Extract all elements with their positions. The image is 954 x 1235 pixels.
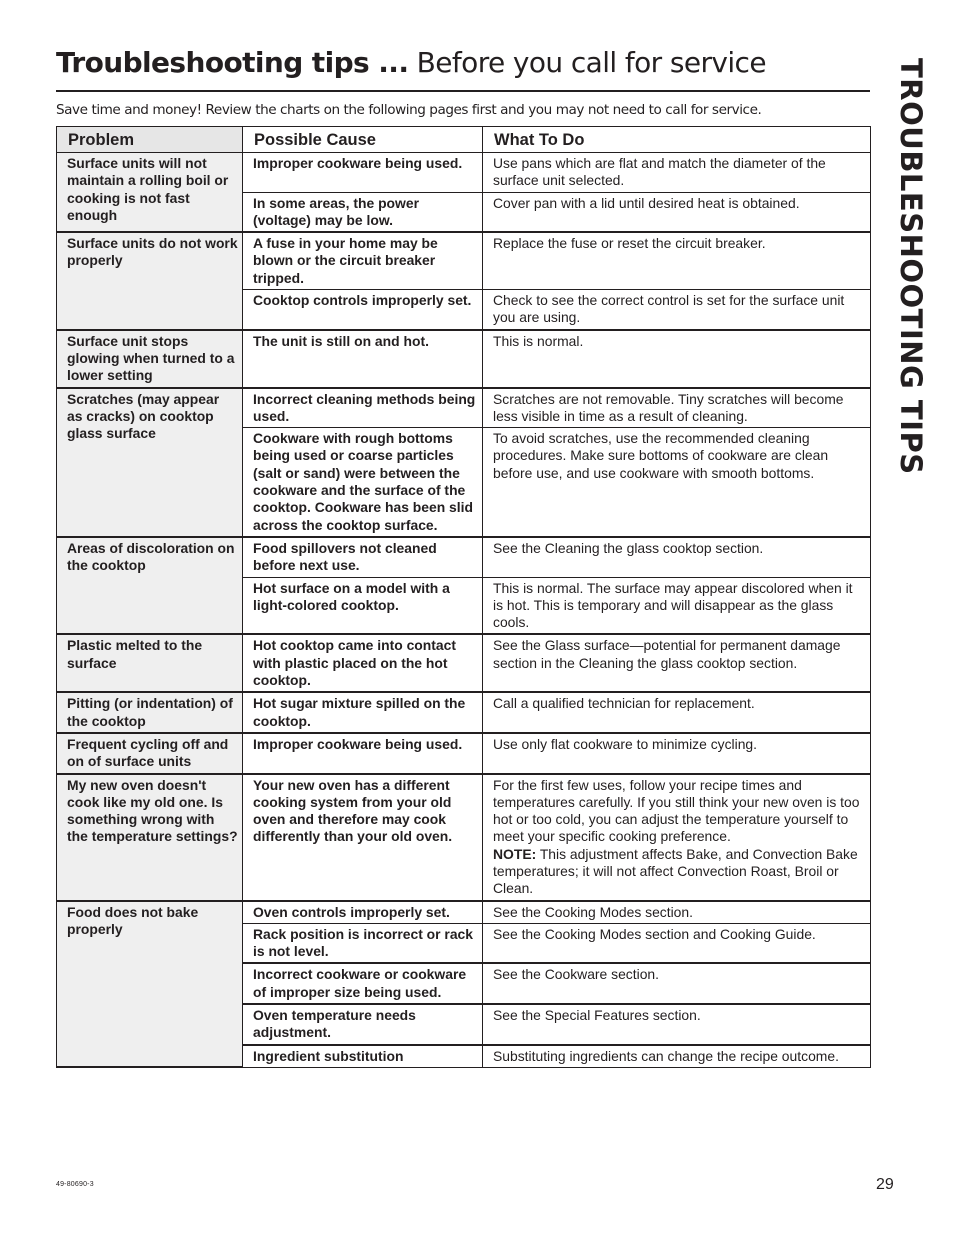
fix-cell: See the Glass surface—potential for permanent damage section in the Cleaning the glass cooktop section. bbox=[483, 634, 871, 692]
problem-cell: Surface units will not maintain a rolling boil or cooking is not fast enough bbox=[57, 153, 243, 233]
fix-cell: To avoid scratches, use the recommended cleaning procedures. Make sure bottoms of cookware are clean before use, and use cookware with smooth bottoms. bbox=[483, 428, 871, 537]
column-header-problem: Problem bbox=[57, 127, 243, 153]
fix-cell: Use only flat cookware to minimize cycling. bbox=[483, 733, 871, 774]
problem-cell: Surface unit stops glowing when turned to a lower setting bbox=[57, 330, 243, 388]
problem-cell: Areas of discoloration on the cooktop bbox=[57, 537, 243, 634]
cause-cell: Cookware with rough bottoms being used or coarse particles (salt or sand) were between the cookware and the surface of the cooktop. Cookware has been slid across the cooktop surface. bbox=[243, 428, 483, 537]
cause-cell: Oven temperature needs adjustment. bbox=[243, 1004, 483, 1045]
side-tab-label: TROUBLESHOOTING TIPS bbox=[894, 58, 928, 475]
document-number: 49-80690-3 bbox=[56, 1181, 94, 1188]
cause-cell: A fuse in your home may be blown or the circuit breaker tripped. bbox=[243, 232, 483, 289]
fix-cell: Substituting ingredients can change the recipe outcome. bbox=[483, 1045, 871, 1068]
page-number: 29 bbox=[876, 1176, 894, 1193]
cause-cell: Your new oven has a different cooking system from your old oven and therefore may cook differently than your old oven. bbox=[243, 774, 483, 901]
column-header-what-to-do: What To Do bbox=[483, 127, 871, 153]
table-row bbox=[57, 330, 871, 388]
cause-cell: Cooktop controls improperly set. bbox=[243, 290, 483, 330]
cause-cell: Ingredient substitution bbox=[243, 1045, 483, 1068]
troubleshooting-table bbox=[56, 126, 871, 1068]
intro-text: Save time and money! Review the charts on the following pages first and you may not need to call for service. bbox=[56, 102, 762, 118]
fix-cell: Replace the fuse or reset the circuit breaker. bbox=[483, 232, 871, 289]
page-title-rest: Before you call for service bbox=[408, 46, 766, 79]
table-row bbox=[57, 634, 871, 692]
fix-cell: See the Cooking Modes section. bbox=[483, 901, 871, 924]
fix-cell: See the Cookware section. bbox=[483, 963, 871, 1004]
table-row bbox=[57, 232, 871, 289]
cause-cell: Improper cookware being used. bbox=[243, 153, 483, 193]
fix-cell: See the Cooking Modes section and Cooking Guide. bbox=[483, 923, 871, 963]
fix-cell bbox=[483, 774, 871, 901]
fix-cell: This is normal. bbox=[483, 330, 871, 388]
note-text: This adjustment affects Bake, and Convection Bake temperatures; it will not affect Convection Roast, Broil or Clean. bbox=[493, 845, 858, 897]
cause-cell: In some areas, the power (voltage) may be low. bbox=[243, 192, 483, 232]
fix-cell: Check to see the correct control is set for the surface unit you are using. bbox=[483, 290, 871, 330]
side-tab bbox=[880, 58, 940, 475]
cause-cell: Rack position is incorrect or rack is not level. bbox=[243, 923, 483, 963]
page-title-bold: Troubleshooting tips ... bbox=[56, 46, 409, 79]
fix-cell: Call a qualified technician for replacement. bbox=[483, 692, 871, 733]
cause-cell: Hot surface on a model with a light-colored cooktop. bbox=[243, 577, 483, 634]
table-row bbox=[57, 537, 871, 577]
problem-cell: Surface units do not work properly bbox=[57, 232, 243, 329]
table-row bbox=[57, 153, 871, 193]
cause-cell: Incorrect cookware or cookware of improper size being used. bbox=[243, 963, 483, 1004]
problem-cell: Pitting (or indentation) of the cooktop bbox=[57, 692, 243, 733]
fix-cell: This is normal. The surface may appear discolored when it is hot. This is temporary and will disappear as the glass cools. bbox=[483, 577, 871, 634]
cause-cell: Improper cookware being used. bbox=[243, 733, 483, 774]
column-header-possible-cause: Possible Cause bbox=[243, 127, 483, 153]
cause-cell: Hot cooktop came into contact with plastic placed on the hot cooktop. bbox=[243, 634, 483, 692]
cause-cell: Oven controls improperly set. bbox=[243, 901, 483, 924]
cause-cell: Incorrect cleaning methods being used. bbox=[243, 388, 483, 428]
fix-cell: See the Special Features section. bbox=[483, 1004, 871, 1045]
note-label: NOTE: bbox=[493, 845, 537, 862]
table-row bbox=[57, 774, 871, 901]
cause-cell: Food spillovers not cleaned before next use. bbox=[243, 537, 483, 577]
cause-cell: Hot sugar mixture spilled on the cooktop. bbox=[243, 692, 483, 733]
fix-cell: Use pans which are flat and match the diameter of the surface unit selected. bbox=[483, 153, 871, 193]
problem-cell: Food does not bake properly bbox=[57, 901, 243, 1068]
table-row bbox=[57, 388, 871, 428]
fix-cell: Cover pan with a lid until desired heat is obtained. bbox=[483, 192, 871, 232]
problem-cell: Frequent cycling off and on of surface units bbox=[57, 733, 243, 774]
table-row bbox=[57, 901, 871, 924]
table-row bbox=[57, 692, 871, 733]
fix-text: For the first few uses, follow your recipe times and temperatures carefully. If you still think your new oven is too hot or too cold, you can adjust the temperature yourself to meet your specific cooking preference. bbox=[493, 776, 860, 845]
fix-cell: Scratches are not removable. Tiny scratches will become less visible in time as a result of cleaning. bbox=[483, 388, 871, 428]
cause-cell: The unit is still on and hot. bbox=[243, 330, 483, 388]
problem-cell: My new oven doesn't cook like my old one. Is something wrong with the temperature settings? bbox=[57, 774, 243, 901]
fix-cell: See the Cleaning the glass cooktop section. bbox=[483, 537, 871, 577]
problem-cell: Plastic melted to the surface bbox=[57, 634, 243, 692]
table-row bbox=[57, 733, 871, 774]
problem-cell: Scratches (may appear as cracks) on cooktop glass surface bbox=[57, 388, 243, 537]
page-title bbox=[56, 46, 870, 92]
table-header-row bbox=[57, 127, 871, 153]
